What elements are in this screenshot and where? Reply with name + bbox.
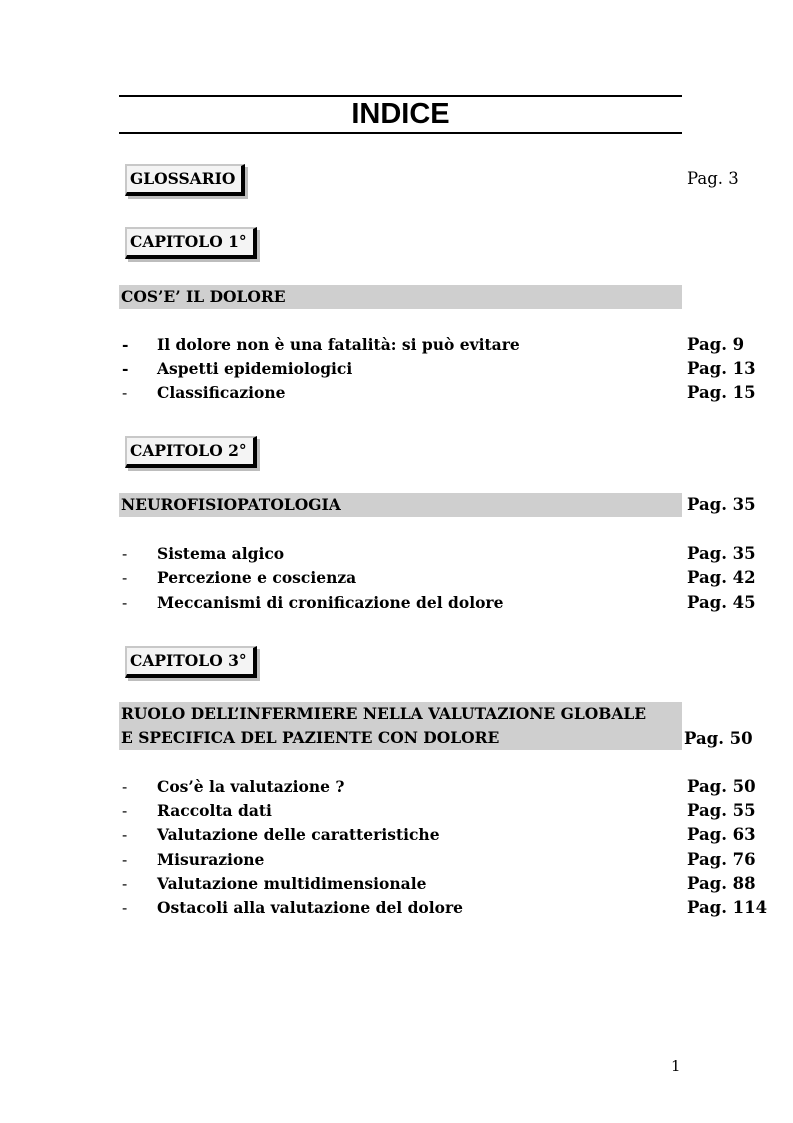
title-rule-top <box>119 95 682 97</box>
toc-item-page: Pag. 88 <box>687 874 756 893</box>
toc-item-label: Meccanismi di cronificazione del dolore <box>157 593 504 612</box>
toc-item-dash: - <box>122 359 129 378</box>
toc-item-dash: - <box>122 899 128 917</box>
chapter-2-heading[interactable]: CAPITOLO 2° <box>125 436 257 468</box>
toc-item-page: Pag. 114 <box>687 898 768 917</box>
toc-item-dash: - <box>122 778 128 796</box>
toc-item[interactable] <box>119 333 769 357</box>
chapter-1-heading[interactable]: CAPITOLO 1° <box>125 227 257 259</box>
chapter-2-section-page: Pag. 35 <box>687 495 756 514</box>
chapter-2-section-title <box>119 493 682 517</box>
chapter-1-section-line-1: COS’E’ IL DOLORE <box>121 287 286 306</box>
toc-item-page: Pag. 55 <box>687 801 756 820</box>
toc-item[interactable] <box>119 823 769 847</box>
toc-item-page: Pag. 76 <box>687 850 756 869</box>
chapter-3-section-line-2: E SPECIFICA DEL PAZIENTE CON DOLORE <box>121 728 500 747</box>
toc-item-dash: - <box>122 875 128 893</box>
toc-item-label: Misurazione <box>157 850 265 869</box>
toc-item-label: Cos’è la valutazione ? <box>157 777 345 796</box>
toc-item-label: Valutazione delle caratteristiche <box>157 825 440 844</box>
toc-item-label: Sistema algico <box>157 544 285 563</box>
toc-item[interactable] <box>119 896 769 920</box>
toc-item-dash: - <box>122 802 128 820</box>
toc-item-page: Pag. 15 <box>687 383 756 402</box>
toc-item-label: Ostacoli alla valutazione del dolore <box>157 898 464 917</box>
toc-item[interactable] <box>119 799 769 823</box>
toc-item[interactable] <box>119 848 769 872</box>
toc-item[interactable] <box>119 542 769 566</box>
toc-item-page: Pag. 13 <box>687 359 756 378</box>
toc-item-dash: - <box>122 851 128 869</box>
toc-item-page: Pag. 63 <box>687 825 756 844</box>
toc-item-dash: - <box>122 569 128 587</box>
toc-item[interactable] <box>119 381 769 405</box>
toc-item-label: Aspetti epidemiologici <box>157 359 353 378</box>
chapter-3-section-title <box>119 702 682 750</box>
chapter-1-section-title <box>119 285 682 309</box>
toc-item[interactable] <box>119 357 769 381</box>
toc-item-label: Raccolta dati <box>157 801 272 820</box>
glossario-heading[interactable]: GLOSSARIO <box>125 164 245 196</box>
chapter-3-heading[interactable]: CAPITOLO 3° <box>125 646 257 678</box>
chapter-3-section-page: Pag. 50 <box>684 729 753 748</box>
glossario-page: Pag. 3 <box>687 169 739 188</box>
toc-item-dash: - <box>122 335 129 354</box>
toc-item-dash: - <box>122 545 128 563</box>
toc-item[interactable] <box>119 591 769 615</box>
toc-item-page: Pag. 50 <box>687 777 756 796</box>
toc-item-dash: - <box>122 384 128 402</box>
toc-item-page: Pag. 42 <box>687 568 756 587</box>
toc-item-dash: - <box>122 826 128 844</box>
chapter-3-section-line-1: RUOLO DELL’INFERMIERE NELLA VALUTAZIONE GLOBALE <box>121 704 647 723</box>
toc-item-label: Valutazione multidimensionale <box>157 874 427 893</box>
toc-item[interactable] <box>119 872 769 896</box>
toc-item-dash: - <box>122 594 128 612</box>
title-rule-bottom <box>119 132 682 134</box>
toc-item-page: Pag. 35 <box>687 544 756 563</box>
toc-item-label: Percezione e coscienza <box>157 568 357 587</box>
toc-item-label: Il dolore non è una fatalità: si può evitare <box>157 335 520 354</box>
toc-item[interactable] <box>119 566 769 590</box>
toc-item[interactable] <box>119 775 769 799</box>
page-number: 1 <box>671 1057 681 1075</box>
toc-item-page: Pag. 45 <box>687 593 756 612</box>
chapter-2-section-line-1: NEUROFISIOPATOLOGIA <box>121 495 341 514</box>
page-title: INDICE <box>351 98 450 130</box>
toc-item-label: Classificazione <box>157 383 286 402</box>
toc-item-page: Pag. 9 <box>687 335 745 354</box>
